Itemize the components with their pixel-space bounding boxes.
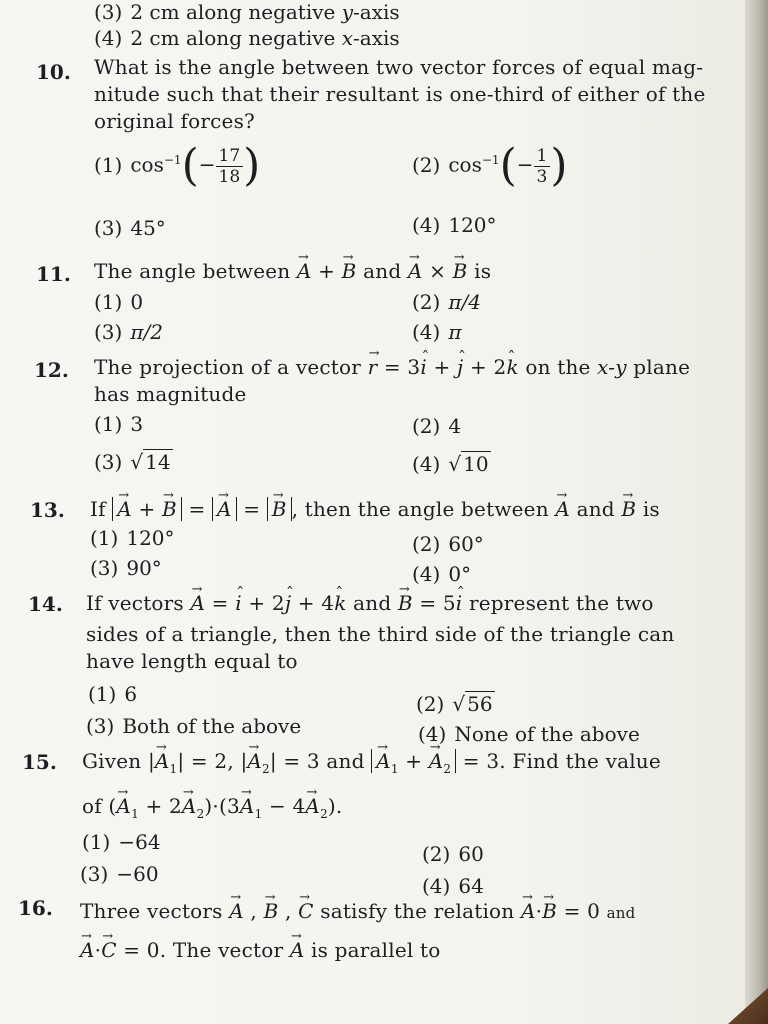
question-15-option-2: (2) 60 — [422, 842, 484, 866]
question-13-option-2: (2) 60° — [412, 532, 484, 556]
prev-option-4: (4) 2 cm along negative x-axis — [94, 26, 400, 50]
question-16-text: Three vectors → A , → B , → C satisfy the relation → A·→ B = 0 and → A·→ C = 0. The vector → A is parallel to — [80, 898, 740, 964]
question-11-option-2: (2) π/4 — [412, 290, 481, 314]
question-12-text: The projection of a vector → r = 3ˆ i + ˆ j + 2ˆ k on the x-y plane has magnitude — [94, 354, 734, 408]
question-15-text: Given |→ $A_1| = 2$, |→ $A_2| = 3$ and → $A_1$ + → $A_2 = 3$. Find the value of (→ $A_1 + 2\to A_2)\cdot(3\to A_1 - 4\to A_2)$. — [82, 748, 742, 828]
question-11-option-1: (1) 0 — [94, 290, 144, 314]
question-15-option-3: (3) −60 — [80, 862, 159, 886]
question-11-text: The angle between → A + → B and → A × → B is — [94, 258, 491, 285]
question-11-option-3: (3) π/2 — [94, 320, 163, 344]
question-10-option-4: (4) 120° — [412, 213, 497, 237]
question-10-option-3: (3) 45° — [94, 216, 166, 240]
prev-option-3: (3) 2 cm along negative y-axis — [94, 0, 400, 24]
question-13-option-3: (3) 90° — [90, 556, 162, 580]
page-edge — [745, 0, 768, 1024]
question-10-option-2: (2) $\cos^{-1}(-$ $\frac{1}{3}$ ) — [412, 140, 568, 191]
question-number: 13. — [30, 498, 65, 522]
question-14-option-4: (4) None of the above — [418, 722, 640, 746]
question-14-option-1: (1) 6 — [88, 682, 138, 706]
question-13-option-4: (4) 0° — [412, 562, 472, 586]
question-14-text: If vectors → A = ˆ i + 2ˆ j + 4ˆ k and → B = 5ˆ i represent the two sides of a triangle, then the third side of the triangle can have length equal to — [86, 590, 736, 675]
question-number: 11. — [36, 262, 71, 286]
question-10-text: What is the angle between two vector forces of equal mag- nitude such that their resultant is one-third of either of the original forces? — [94, 55, 706, 133]
question-12-option-3: (3) √ 14 — [94, 450, 171, 474]
question-number: 16. — [18, 896, 53, 920]
question-15-option-1: (1) −64 — [82, 830, 161, 854]
question-13-option-1: (1) 120° — [90, 526, 175, 550]
question-number: 15. — [22, 750, 57, 774]
question-13-text: If → A + → B = → A = → B , then the angle between → A and → B is — [90, 496, 660, 523]
question-12-option-4: (4) √ 10 — [412, 452, 489, 476]
question-11-option-4: (4) π — [412, 320, 462, 344]
question-14-option-2: (2) √ 56 — [416, 692, 493, 716]
question-15-option-4: (4) 64 — [422, 874, 484, 898]
question-12-option-1: (1) 3 — [94, 412, 144, 436]
question-number: 10. — [36, 60, 71, 84]
question-14-option-3: (3) Both of the above — [86, 714, 302, 738]
question-number: 12. — [34, 358, 69, 382]
question-12-option-2: (2) 4 — [412, 414, 462, 438]
question-10-option-1: (1) $\cos^{-1}(-$ $\frac{17}{18}$ ) — [94, 140, 261, 191]
question-number: 14. — [28, 592, 63, 616]
